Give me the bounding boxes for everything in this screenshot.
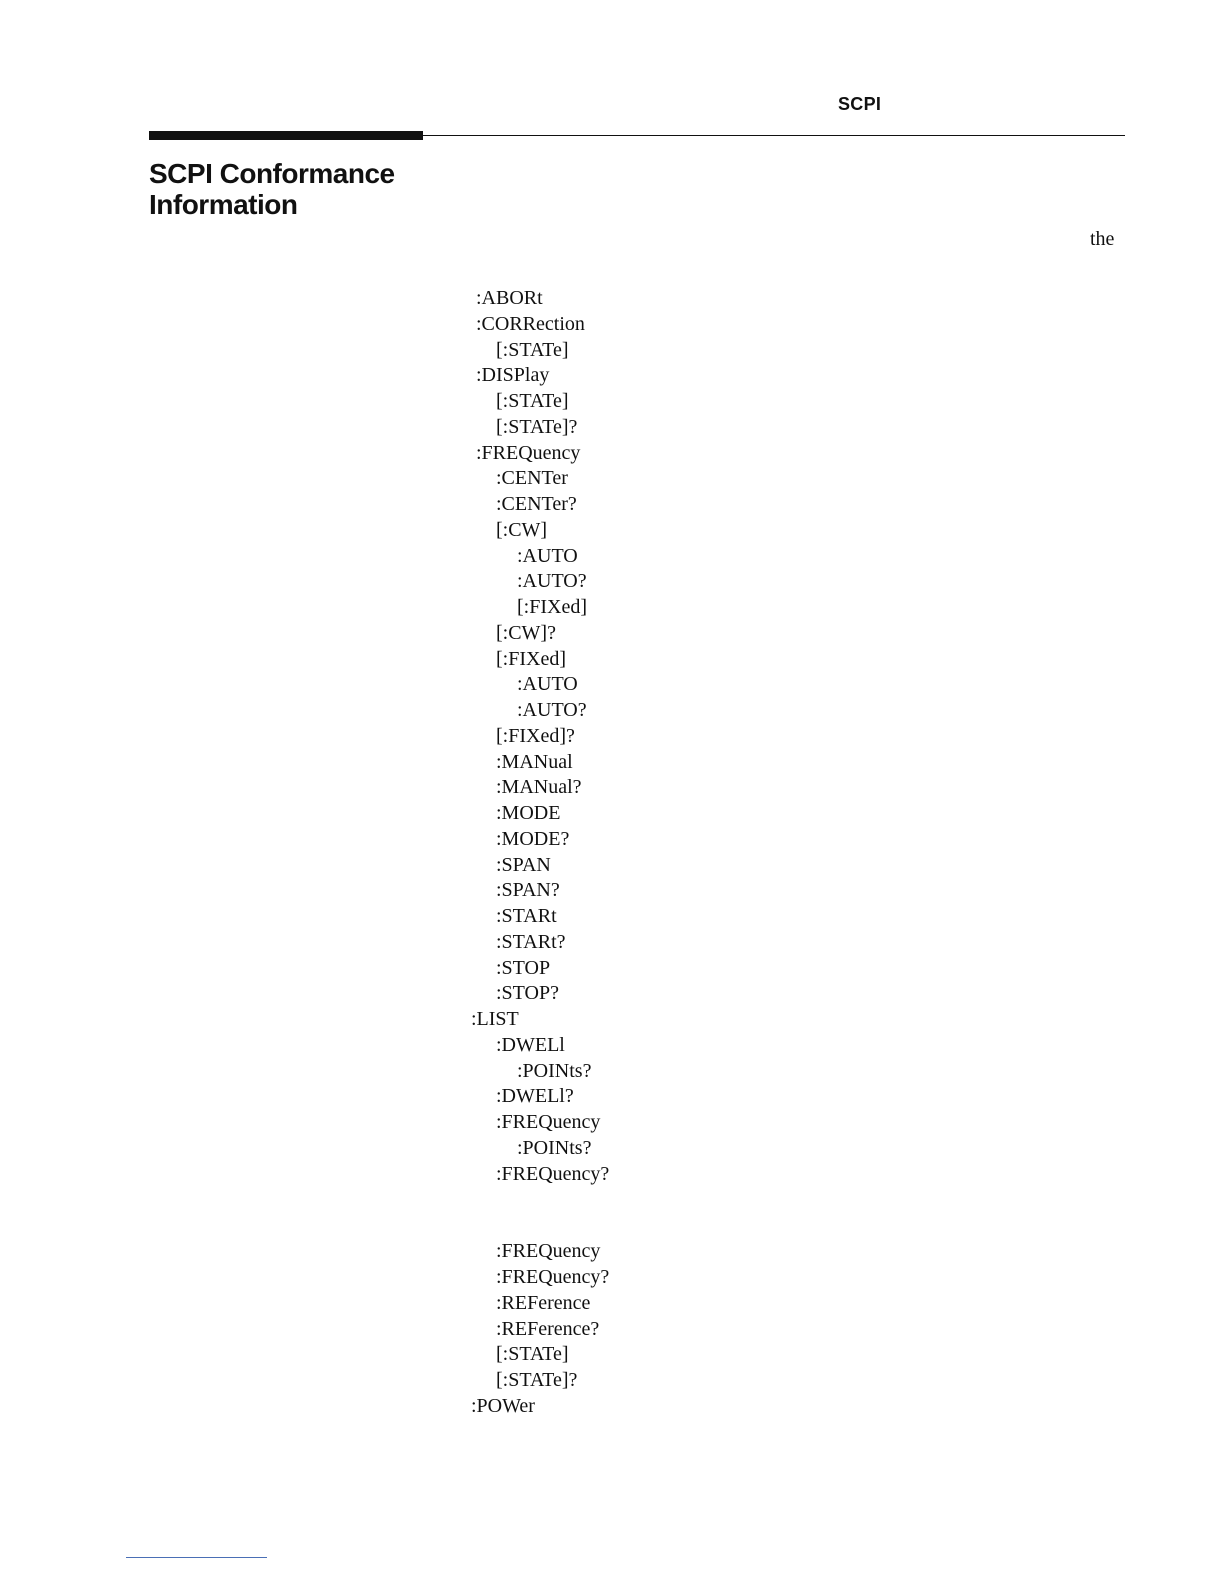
command-item: :CENTer <box>496 467 568 490</box>
command-item: :STOP <box>496 956 551 979</box>
command-item: :FREQuency? <box>496 1266 610 1288</box>
command-item: :ABORt <box>476 287 543 309</box>
command-item: :FREQuency <box>496 1240 601 1263</box>
command-item: :REFerence? <box>496 1317 600 1340</box>
command-item: :SPAN <box>496 853 551 876</box>
section-heading-line-1: SCPI Conformance <box>149 158 395 189</box>
header-rule-thin <box>423 135 1125 136</box>
command-item: [:STATe]? <box>496 1369 578 1391</box>
command-item: [:STATe] <box>496 390 569 412</box>
page-header-title: SCPI <box>838 94 882 114</box>
command-item: :SPAN? <box>496 879 560 902</box>
command-item: :FREQuency <box>496 1111 601 1133</box>
command-item: :DWELl? <box>496 1085 574 1108</box>
command-item: :POINts? <box>517 1136 592 1159</box>
footer-rule <box>126 1557 267 1558</box>
command-item: :MODE? <box>496 827 570 850</box>
command-item: [:CW]? <box>496 621 556 644</box>
command-item: [:STATe] <box>496 1343 569 1366</box>
header-rule-thick <box>149 131 423 140</box>
command-item: :AUTO? <box>517 699 587 721</box>
command-item: [:FIXed]? <box>496 724 575 747</box>
command-item: :AUTO? <box>517 570 587 593</box>
body-text-fragment: the <box>1090 228 1115 250</box>
command-item: [:STATe] <box>496 338 569 361</box>
command-item: :CENTer? <box>496 493 577 515</box>
section-heading <box>149 158 429 220</box>
command-item: :LIST <box>471 1008 519 1030</box>
command-item: :POWer <box>471 1394 535 1417</box>
command-item: :MODE <box>496 802 561 824</box>
command-item: :MANual? <box>496 776 582 799</box>
command-list <box>471 286 609 1420</box>
command-item: [:FIXed] <box>517 596 587 618</box>
command-item: :STARt <box>496 905 557 927</box>
command-item: :FREQuency? <box>496 1162 610 1185</box>
command-item: :MANual <box>496 750 573 773</box>
command-item: :STOP? <box>496 982 559 1005</box>
command-item: :DWELl <box>496 1033 565 1056</box>
command-item: :FREQuency <box>476 441 581 464</box>
command-item: :DISPlay <box>476 364 550 387</box>
command-item: :CORRection <box>476 312 585 335</box>
command-item: [:STATe]? <box>496 415 578 438</box>
command-item: :AUTO <box>517 673 578 696</box>
command-item: [:CW] <box>496 518 548 541</box>
section-heading-line-2: Information <box>149 189 298 220</box>
command-item: :POINts? <box>517 1059 592 1082</box>
command-item: [:FIXed] <box>496 647 566 670</box>
command-item: :REFerence <box>496 1291 591 1314</box>
command-item: :STARt? <box>496 930 566 953</box>
command-item: :AUTO <box>517 544 578 567</box>
